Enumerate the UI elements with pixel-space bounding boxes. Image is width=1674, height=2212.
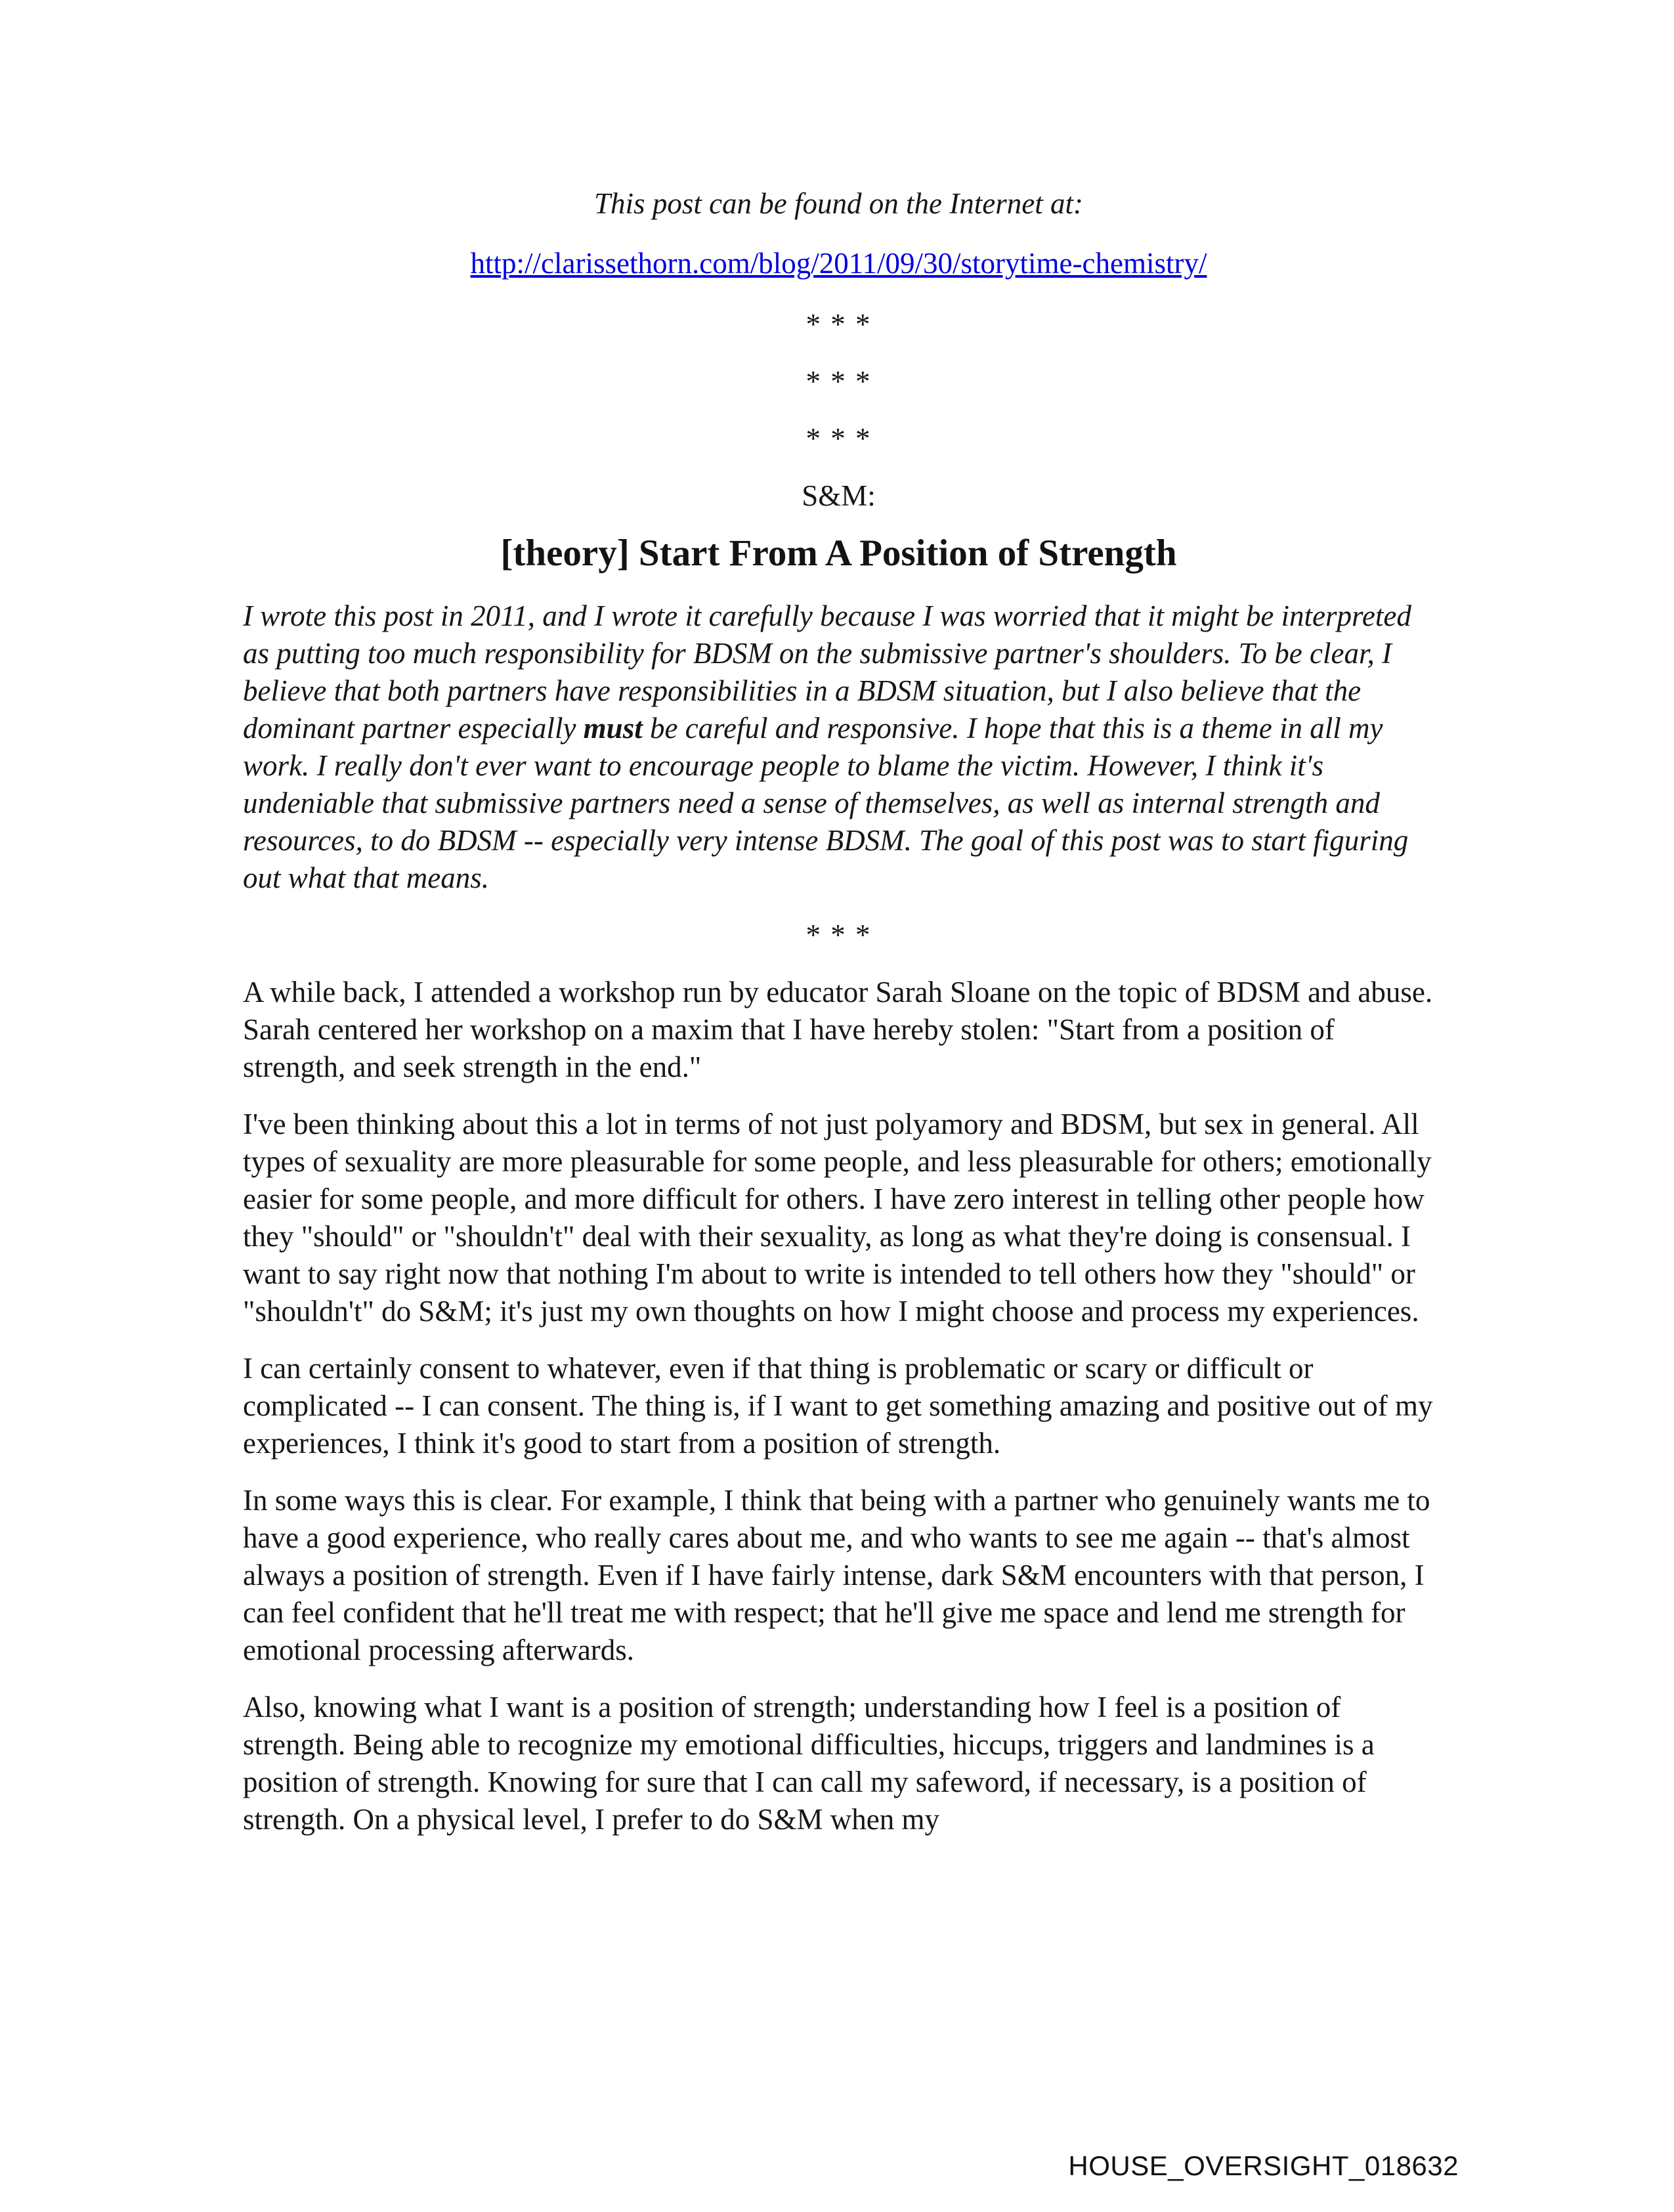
paragraph-1: A while back, I attended a workshop run by educator Sarah Sloane on the topic of BDSM and abuse. Sarah centered her workshop on a maxim that I have hereby stolen: "Start from a position of strength, and seek strength in the end."	[243, 976, 1433, 1083]
separator-2: * * *	[805, 365, 872, 398]
header-note: This post can be found on the Internet at:	[594, 187, 1083, 220]
intro-text-1: I wrote this post in 2011, and I wrote it carefully because I was worried that it might be interpreted as putting too much responsibility for BDSM on the submissive partner's shoulders. To be clear, I believe that both partners have responsibilities in a BDSM situation, but I also believe that the dominant partner especially	[243, 599, 1411, 745]
link-line	[243, 245, 1434, 282]
paragraph-4: In some ways this is clear. For example, I think that being with a partner who genuinely wants me to have a good experience, who really cares about me, and who wants to see me again -- that's almost always a position of strength. Even if I have fairly intense, dark S&M encounters with that person, I can feel confident that he'll treat me with respect; that he'll give me space and lend me strength for emotional processing afterwards.	[243, 1484, 1430, 1666]
intro-paragraph	[243, 597, 1434, 897]
paragraph-3: I can certainly consent to whatever, even if that thing is problematic or scary or difficult or complicated -- I can consent. The thing is, if I want to get something amazing and positive out of my experiences, I think it's good to start from a position of strength.	[243, 1352, 1433, 1460]
intro-text-2: be careful and responsive. I hope that this is a theme in all my work. I really don't ever want to encourage people to blame the victim. However, I think it's undeniable that submissive partners need a sense of themselves, as well as internal strength and resources, to do BDSM -- especially very intense BDSM. The goal of this post was to start figuring out what that means.	[243, 712, 1409, 894]
separator-1: * * *	[805, 308, 872, 341]
intro-emphasis-must: must	[583, 712, 643, 745]
category-label: S&M:	[802, 479, 876, 512]
separator-4: * * *	[805, 919, 872, 951]
paragraph-5: Also, knowing what I want is a position of strength; understanding how I feel is a position of strength. Being able to recognize my emotional difficulties, hiccups, triggers and landmines is a position of strength. Knowing for sure that I can call my safeword, if necessary, is a position of strength. On a physical level, I prefer to do S&M when my	[243, 1691, 1375, 1836]
bates-stamp: HOUSE_OVERSIGHT_018632	[1068, 2150, 1459, 2181]
paragraph-2: I've been thinking about this a lot in terms of not just polyamory and BDSM, but sex in general. All types of sexuality are more pleasurable for some people, and less pleasurable for others; emotionally easier for some people, and more difficult for others. I have zero interest in telling other people how they "should" or "shouldn't" deal with their sexuality, as long as what they're doing is consensual. I want to say right now that nothing I'm about to write is intended to tell others how they "should" or "shouldn't" do S&M; it's just my own thoughts on how I might choose and process my experiences.	[243, 1108, 1432, 1328]
page-content	[243, 185, 1434, 1858]
separator-3: * * *	[805, 422, 872, 455]
post-title: [theory] Start From A Position of Strength	[500, 532, 1177, 574]
post-url-link[interactable]: http://clarissethorn.com/blog/2011/09/30/storytime-chemistry/	[470, 247, 1207, 280]
